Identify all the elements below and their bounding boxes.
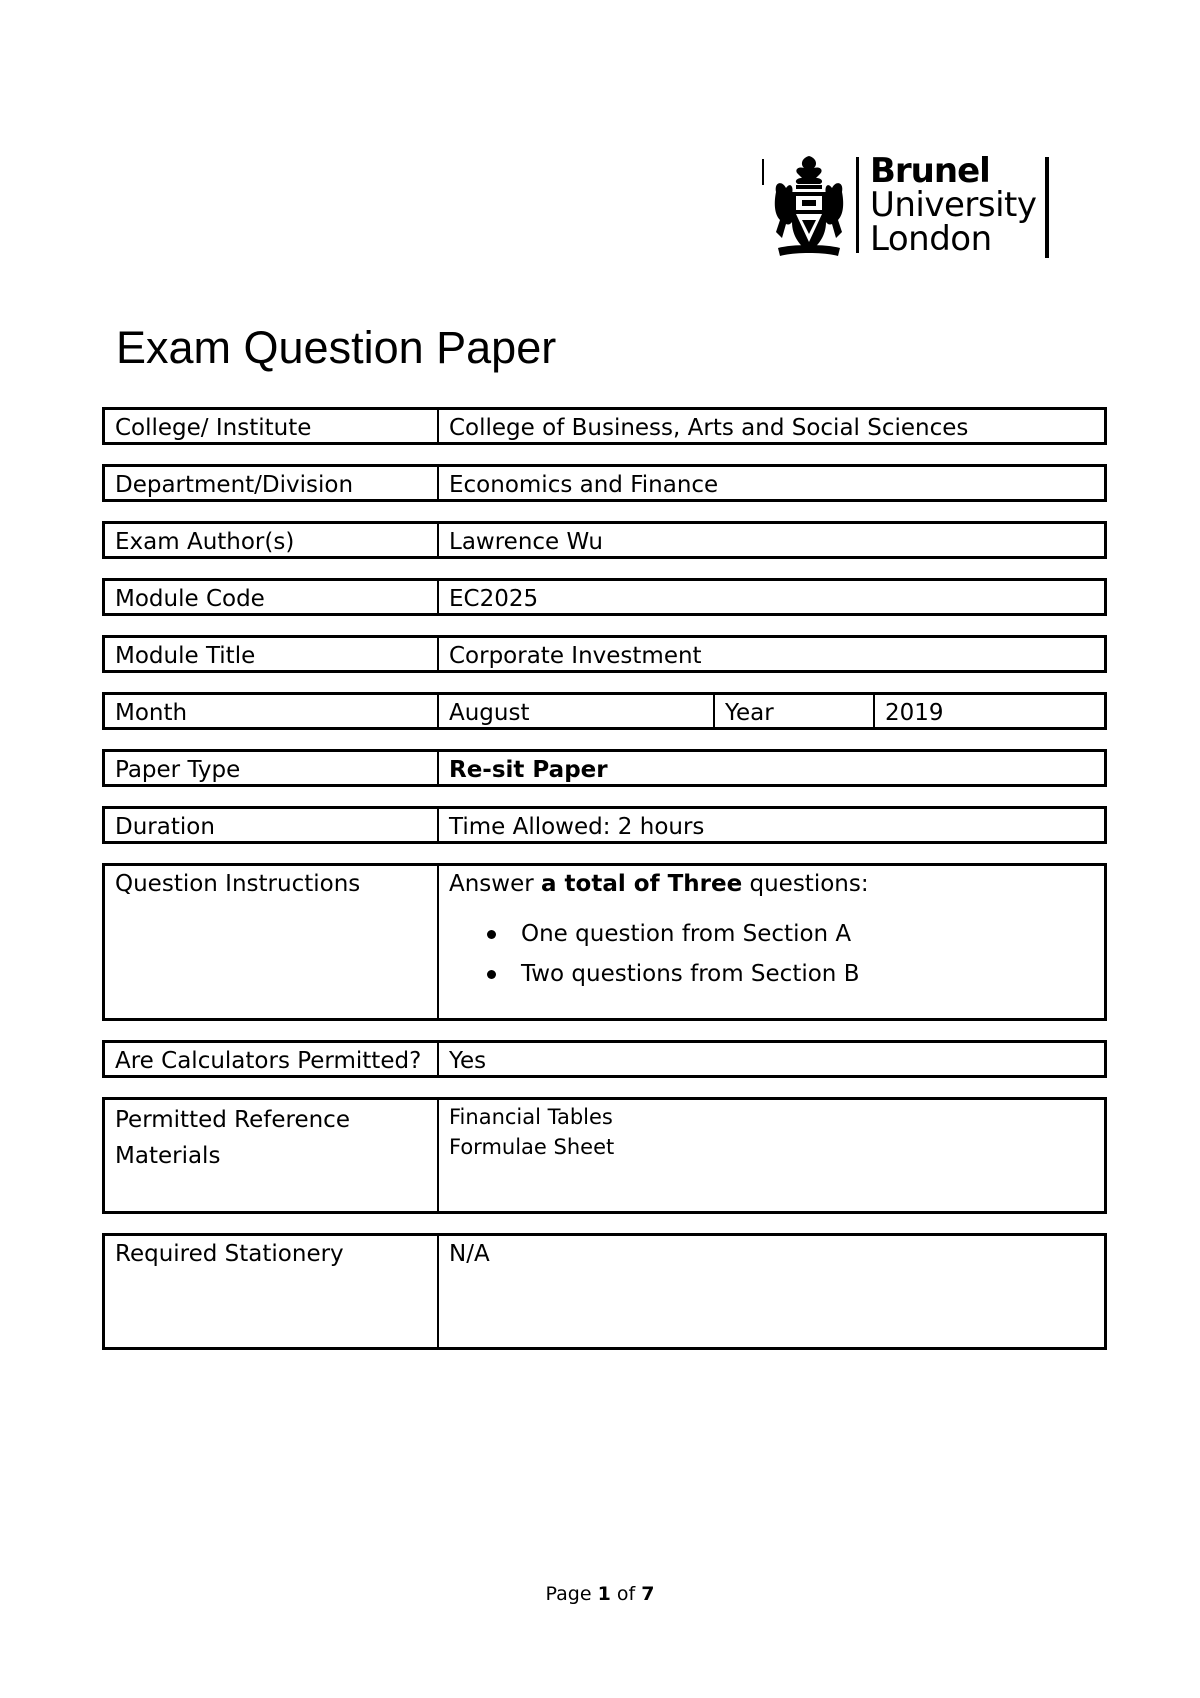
duration-label: Duration bbox=[105, 809, 439, 841]
row-calculators bbox=[102, 1040, 1107, 1078]
row-module-title bbox=[102, 635, 1107, 673]
list-item bbox=[449, 914, 1094, 954]
row-duration bbox=[102, 806, 1107, 844]
logo-left-rule bbox=[762, 159, 764, 185]
module-title-value: Corporate Investment bbox=[449, 643, 702, 669]
instructions-bullet-text: One question from Section A bbox=[521, 921, 852, 947]
instructions-value bbox=[439, 866, 1104, 1018]
paper-type-label: Paper Type bbox=[105, 752, 439, 784]
month-value: August bbox=[439, 695, 715, 727]
footer-page-current: 1 bbox=[597, 1583, 611, 1605]
college-label: College/ Institute bbox=[105, 410, 439, 442]
bullet-icon bbox=[487, 930, 496, 939]
module-code-label: Module Code bbox=[105, 581, 439, 613]
calculators-value: Yes bbox=[449, 1048, 487, 1074]
author-label: Exam Author(s) bbox=[105, 524, 439, 556]
logo-middle-rule bbox=[856, 157, 859, 253]
logo-line-london: London bbox=[870, 219, 992, 259]
reference-label: Permitted Reference Materials bbox=[105, 1100, 439, 1211]
brunel-logo bbox=[762, 152, 1062, 262]
college-value: College of Business, Arts and Social Sciences bbox=[449, 415, 969, 441]
crest-icon bbox=[772, 152, 846, 260]
row-module-code bbox=[102, 578, 1107, 616]
instructions-intro-post: questions: bbox=[742, 871, 869, 897]
instructions-label: Question Instructions bbox=[105, 866, 439, 1018]
logo-right-rule bbox=[1045, 157, 1049, 258]
row-stationery bbox=[102, 1233, 1107, 1350]
instructions-list bbox=[449, 914, 1094, 994]
department-value: Economics and Finance bbox=[449, 472, 719, 498]
reference-item: Formulae Sheet bbox=[449, 1135, 615, 1159]
paper-type-value: Re-sit Paper bbox=[449, 757, 608, 783]
footer-page-word: Page bbox=[545, 1583, 592, 1605]
list-item bbox=[449, 954, 1094, 994]
year-label: Year bbox=[715, 695, 875, 727]
year-value: 2019 bbox=[885, 700, 944, 726]
reference-value bbox=[439, 1100, 1104, 1211]
page-footer bbox=[0, 1583, 1200, 1605]
instructions-intro-pre: Answer bbox=[449, 871, 542, 897]
author-value: Lawrence Wu bbox=[449, 529, 604, 555]
month-label: Month bbox=[105, 695, 439, 727]
stationery-value: N/A bbox=[449, 1241, 490, 1267]
reference-item: Financial Tables bbox=[449, 1105, 613, 1129]
instructions-bullet-text: Two questions from Section B bbox=[521, 961, 860, 987]
row-instructions bbox=[102, 863, 1107, 1021]
logo-line-university: University bbox=[870, 185, 1037, 225]
row-college bbox=[102, 407, 1107, 445]
module-title-label: Module Title bbox=[105, 638, 439, 670]
instructions-intro-bold: a total of Three bbox=[541, 871, 743, 897]
calculators-label: Are Calculators Permitted? bbox=[105, 1043, 439, 1075]
instructions-intro bbox=[449, 868, 1094, 900]
logo-wordmark bbox=[870, 151, 1037, 259]
footer-page-total: 7 bbox=[641, 1583, 655, 1605]
logo-line-brunel: Brunel bbox=[870, 151, 990, 191]
bullet-icon bbox=[487, 970, 496, 979]
page-title: Exam Question Paper bbox=[116, 322, 557, 373]
stationery-label: Required Stationery bbox=[105, 1236, 439, 1347]
row-paper-type bbox=[102, 749, 1107, 787]
row-author bbox=[102, 521, 1107, 559]
footer-of-word: of bbox=[616, 1583, 636, 1605]
module-code-value: EC2025 bbox=[449, 586, 539, 612]
row-department bbox=[102, 464, 1107, 502]
department-label: Department/Division bbox=[105, 467, 439, 499]
row-reference bbox=[102, 1097, 1107, 1214]
row-month-year bbox=[102, 692, 1107, 730]
duration-value: Time Allowed: 2 hours bbox=[449, 814, 705, 840]
